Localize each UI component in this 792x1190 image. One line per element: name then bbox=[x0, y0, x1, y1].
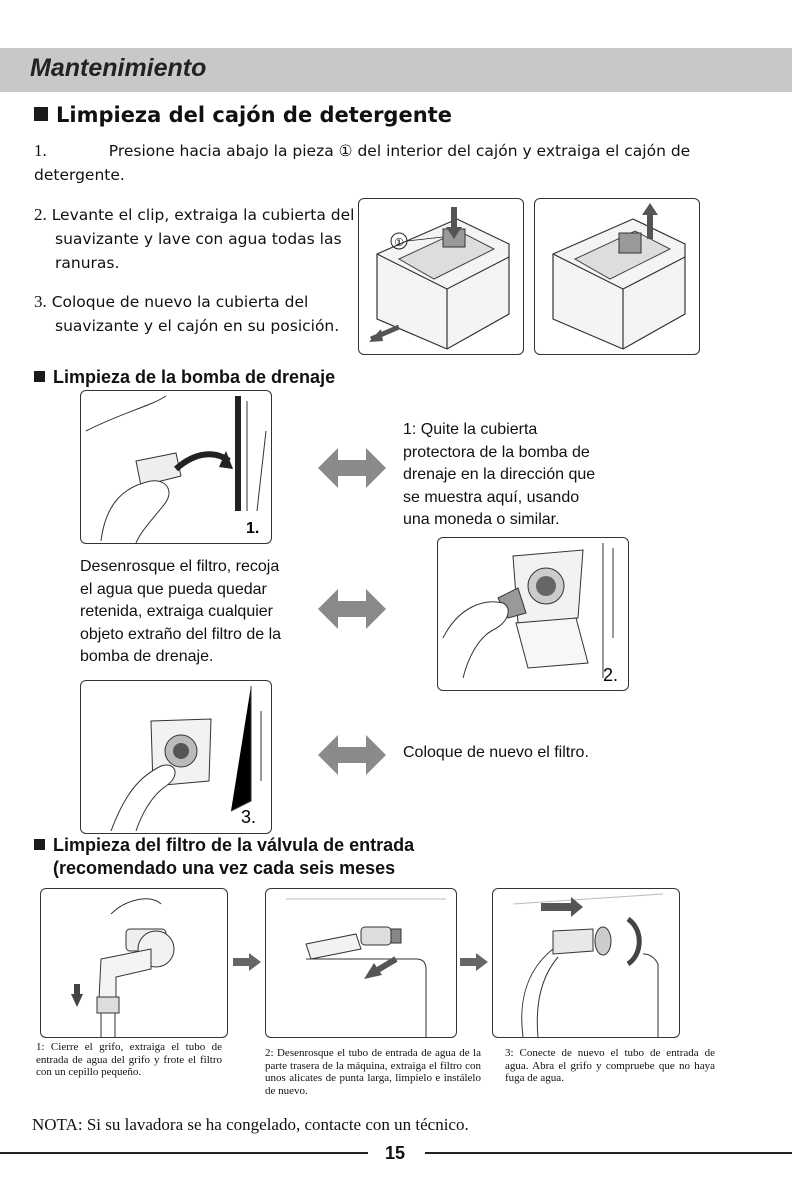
pump-step-2-text: Desenrosque el filtro, recoja el agua que pueda quedar retenida, extraiga cualquier objeto extraño del filtro de la bomba de drenaje. bbox=[80, 558, 282, 665]
right-arrow-icon bbox=[460, 953, 488, 971]
reconnect-figure bbox=[492, 888, 680, 1038]
valve-caption-3: 3: Conecte de nuevo el tubo de entrada de agua. Abra el grifo y compruebe que no haya fuga de agua. bbox=[505, 1047, 715, 1084]
detergent-step-3: 3. Coloque de nuevo la cubierta del suavizante y el cajón en su posición. bbox=[34, 292, 340, 335]
page-number: 15 bbox=[385, 1143, 406, 1163]
section-pump-title: Limpieza de la bomba de drenaje bbox=[34, 367, 335, 388]
pump-step-1-text: 1: Quite la cubierta protectora de la bomba de drenaje en la dirección que se muestra aquí, usando una moneda o similar. bbox=[403, 421, 596, 528]
pump-refit-figure bbox=[80, 680, 272, 834]
detergent-step-1: 1. Presione hacia abajo la pieza ① del interior del cajón y extraiga el cajón de detergente. bbox=[34, 141, 691, 184]
pump-step-3-text: Coloque de nuevo el filtro. bbox=[403, 744, 589, 761]
figure-label-2: 2. bbox=[603, 665, 619, 685]
double-arrow-icon bbox=[318, 446, 386, 490]
drawer-lift-figure bbox=[534, 198, 700, 355]
footer-rule-left bbox=[0, 1152, 368, 1154]
drawer-press-figure bbox=[358, 198, 524, 355]
page-title: Mantenimiento bbox=[30, 54, 207, 82]
square-bullet-icon bbox=[34, 107, 48, 121]
callout-1-label: ① bbox=[394, 236, 404, 249]
detergent-step-2: 2. Levante el clip, extraiga la cubierta del suavizante y lave con agua todas las ranuras. bbox=[34, 205, 355, 272]
pump-filter-figure bbox=[437, 537, 629, 691]
section-valve-title: Limpieza del filtro de la válvula de entrada (recomendado una vez cada seis meses bbox=[34, 834, 414, 880]
double-arrow-icon bbox=[318, 733, 386, 777]
tap-figure bbox=[40, 888, 228, 1038]
footer-rule-right bbox=[425, 1152, 792, 1154]
valve-caption-1: 1: Cierre el grifo, extraiga el tubo de entrada de agua del grifo y frote el filtro con un cepillo pequeño. bbox=[36, 1041, 222, 1078]
square-bullet-icon bbox=[34, 839, 45, 850]
right-arrow-icon bbox=[233, 953, 261, 971]
square-bullet-icon bbox=[34, 371, 45, 382]
double-arrow-icon bbox=[318, 587, 386, 631]
header-bar bbox=[0, 48, 792, 92]
figure-label-1: 1. bbox=[246, 520, 260, 537]
figure-label-3: 3. bbox=[241, 807, 257, 827]
pump-cover-figure bbox=[80, 390, 272, 544]
freeze-note: NOTA: Si su lavadora se ha congelado, contacte con un técnico. bbox=[32, 1115, 469, 1134]
pliers-figure bbox=[265, 888, 457, 1038]
section-detergent-title: Limpieza del cajón de detergente bbox=[34, 103, 452, 127]
valve-caption-2: 2: Desenrosque el tubo de entrada de agua de la parte trasera de la máquina, extraiga el filtro con unos alicates de punta larga, limpielo e instálelo de nuevo. bbox=[265, 1047, 481, 1097]
